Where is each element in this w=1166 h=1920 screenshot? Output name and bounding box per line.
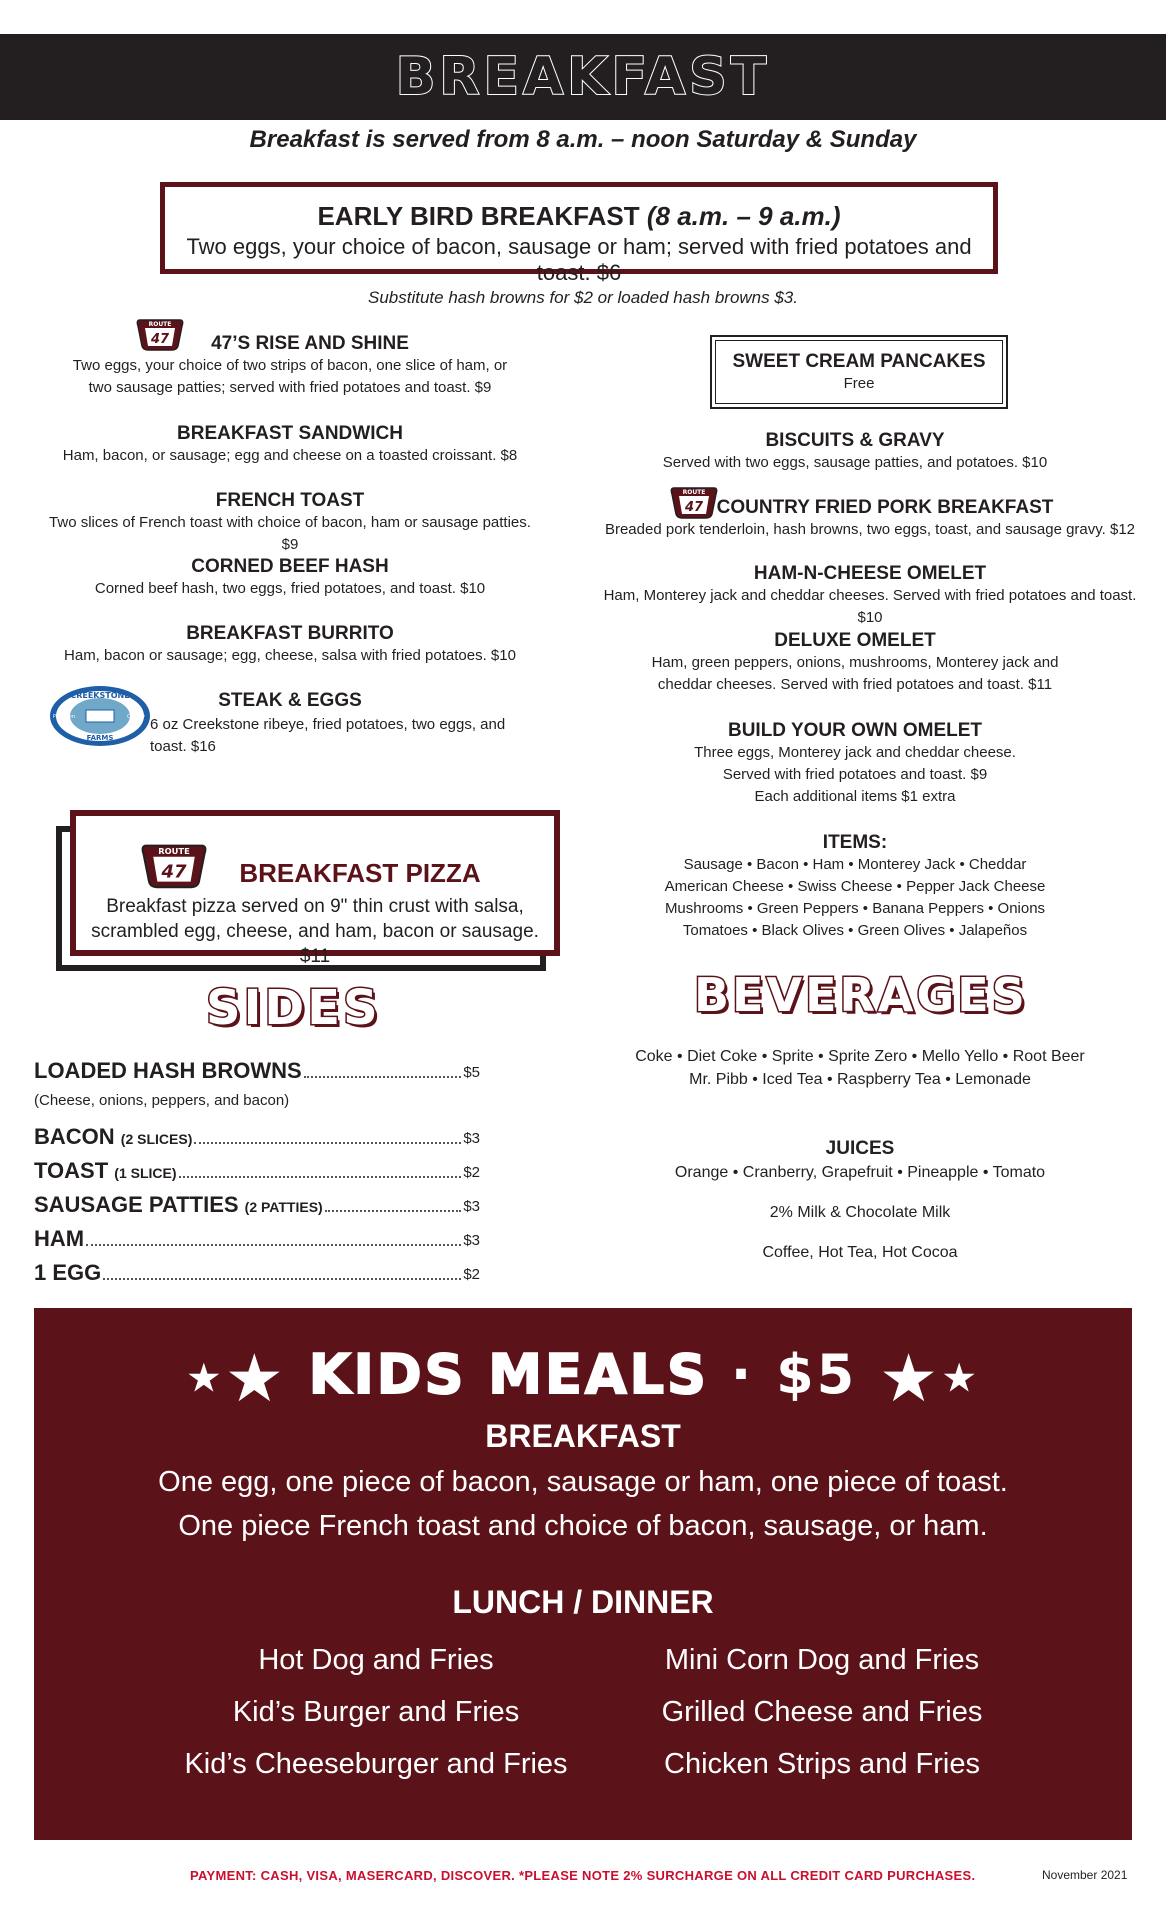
sides-row — [34, 1192, 480, 1218]
item-name: FRENCH TOAST — [215, 490, 365, 511]
beverages-title: BEVERAGES — [694, 968, 1028, 1022]
badge-number-text: 47 — [150, 332, 170, 347]
leader-dots — [304, 1076, 462, 1078]
logo-top-text: CREEKSTONE — [70, 691, 130, 700]
leader-dots — [86, 1244, 461, 1246]
early-bird-description: Two eggs, your choice of bacon, sausage or ham; served with fried potatoes and toast. $6 — [186, 234, 972, 285]
menu-item-rise-and-shine — [60, 333, 520, 399]
early-bird-box — [160, 182, 998, 285]
item-description: Ham, bacon or sausage; egg, cheese, salsa with fried potatoes. $10 — [64, 647, 516, 664]
item-description: Ham, Monterey jack and cheddar cheeses. Served with fried potatoes and toast. $10 — [603, 587, 1137, 626]
juices-title: JUICES — [825, 1138, 895, 1159]
sweet-cream-pancakes-box — [710, 335, 1008, 409]
kids-menu-item: Mini Corn Dog and Fries — [664, 1644, 980, 1676]
item-description: 6 oz Creekstone ribeye, fried potatoes, two eggs, and toast. $16 — [150, 716, 506, 755]
kids-menu-item: Hot Dog and Fries — [258, 1644, 494, 1676]
sides-row — [34, 1124, 480, 1150]
side-name — [34, 1192, 323, 1218]
leader-dots — [179, 1176, 462, 1178]
item-name: 47’S RISE AND SHINE — [211, 333, 409, 354]
menu-item-french-toast — [40, 490, 540, 556]
page-title: BREAKFAST — [395, 47, 771, 107]
kids-menu-item: Kid’s Cheeseburger and Fries — [184, 1748, 568, 1780]
menu-item-build-your-own-omelet — [600, 720, 1110, 808]
side-price: $3 — [463, 1130, 480, 1147]
side-qty: (2 SLICES) — [120, 1131, 193, 1147]
leader-dots — [103, 1278, 461, 1280]
juices-line: Orange • Cranberry, Grapefruit • Pineapple • Tomato — [674, 1164, 1046, 1181]
kids-menu-item: Chicken Strips and Fries — [664, 1748, 980, 1780]
side-price: $3 — [463, 1232, 480, 1249]
side-name-text: BACON — [34, 1124, 115, 1149]
menu-item-breakfast-sandwich — [40, 423, 540, 467]
leader-dots — [194, 1142, 461, 1144]
item-description: Corned beef hash, two eggs, fried potatoes, and toast. $10 — [94, 580, 486, 597]
serving-hours-note: Breakfast is served from 8 a.m. – noon Saturday & Sunday — [249, 126, 917, 153]
item-description: Ham, bacon, or sausage; egg and cheese on a toasted croissant. $8 — [62, 447, 518, 464]
sides-row — [34, 1226, 480, 1252]
menu-item-deluxe-omelet — [600, 630, 1110, 696]
menu-item-corned-beef-hash — [40, 556, 540, 600]
kids-breakfast-line: One egg, one piece of bacon, sausage or ham, one piece of toast. — [158, 1466, 1008, 1498]
menu-item-steak-and-eggs — [140, 690, 440, 712]
creekstone-farms-logo-icon — [48, 684, 152, 748]
side-qty: (1 SLICE) — [114, 1165, 177, 1181]
logo-right-text: Quality — [127, 714, 145, 720]
kids-meals-panel — [34, 1308, 1132, 1840]
items-list-line: American Cheese • Swiss Cheese • Pepper Jack Cheese — [664, 878, 1046, 895]
item-description: Served with fried potatoes and toast. $9 — [722, 766, 988, 783]
header-bar — [0, 34, 1166, 120]
side-name — [34, 1158, 177, 1184]
side-name-text: TOAST — [34, 1158, 109, 1183]
item-name: BREAKFAST SANDWICH — [177, 423, 403, 444]
badge-top-text: ROUTE — [158, 845, 190, 856]
early-bird-title — [165, 201, 993, 232]
items-list-line: Mushrooms • Green Peppers • Banana Peppers • Onions — [664, 900, 1046, 917]
item-name: DELUXE OMELET — [774, 630, 936, 651]
side-name — [34, 1124, 192, 1150]
menu-item-biscuits-gravy — [600, 430, 1110, 474]
side-price: $3 — [463, 1198, 480, 1215]
kids-menu-item: Grilled Cheese and Fries — [661, 1696, 983, 1728]
leader-dots — [325, 1210, 462, 1212]
logo-bottom-text: FARMS — [86, 734, 114, 742]
logo-left-text: Premium — [52, 714, 76, 720]
sides-row — [34, 1260, 480, 1286]
star-icon: ★ — [879, 1340, 942, 1417]
side-name: HAM — [34, 1226, 85, 1251]
item-name: HAM-N-CHEESE OMELET — [753, 563, 987, 584]
side-name: 1 EGG — [34, 1260, 102, 1285]
star-icon: ★ — [224, 1340, 287, 1417]
sides-row — [34, 1058, 480, 1084]
item-description: Breaded pork tenderloin, hash browns, two eggs, toast, and sausage gravy. $12 — [604, 521, 1136, 538]
item-name: BUILD YOUR OWN OMELET — [727, 720, 983, 741]
kids-breakfast-title: BREAKFAST — [485, 1418, 681, 1454]
milk-line: 2% Milk & Chocolate Milk — [769, 1204, 951, 1221]
pizza-desc-line: scrambled egg, cheese, and ham, bacon or sausage. $11 — [91, 921, 539, 967]
menu-item-ham-n-cheese-omelet — [590, 563, 1150, 629]
beverage-line: Mr. Pibb • Iced Tea • Raspberry Tea • Lemonade — [689, 1071, 1031, 1088]
pizza-desc-line: Breakfast pizza served on 9" thin crust with salsa, — [106, 896, 524, 917]
menu-date: November 2021 — [1042, 1868, 1128, 1882]
hot-drinks-line: Coffee, Hot Tea, Hot Cocoa — [762, 1244, 958, 1261]
item-name: STEAK & EGGS — [218, 690, 362, 711]
item-name: BREAKFAST BURRITO — [186, 623, 394, 644]
substitute-note: Substitute hash browns for $2 or loaded hash browns $3. — [368, 288, 798, 307]
kids-meals-title: KIDS MEALS — [308, 1343, 709, 1407]
item-description: Served with two eggs, sausage patties, and potatoes. $10 — [662, 454, 1048, 471]
item-description: Two eggs, your choice of two strips of bacon, one slice of ham, or — [72, 357, 508, 374]
item-name: SWEET CREAM PANCAKES — [732, 351, 986, 372]
item-description: Ham, green peppers, onions, mushrooms, Monterey jack and — [651, 654, 1059, 671]
sides-title: SIDES — [206, 980, 381, 1036]
star-icon: ★ — [185, 1355, 225, 1402]
steak-description-wrap — [150, 714, 540, 758]
sides-row — [34, 1158, 480, 1184]
item-description: Each additional items $1 extra — [754, 788, 956, 805]
item-name: CORNED BEEF HASH — [191, 556, 389, 577]
items-list-title: ITEMS: — [822, 832, 888, 853]
menu-item-breakfast-burrito — [40, 623, 540, 667]
item-name: BISCUITS & GRAVY — [765, 430, 945, 451]
early-bird-name: EARLY BIRD BREAKFAST — [317, 201, 640, 231]
payment-note: PAYMENT: CASH, VISA, MASERCARD, DISCOVER. *PLEASE NOTE 2% SURCHARGE ON ALL CREDIT CARD PURCHASES. — [190, 1868, 976, 1883]
side-price: $2 — [463, 1266, 480, 1283]
item-description: two sausage patties; served with fried potatoes and toast. $9 — [88, 379, 492, 396]
badge-top-text: ROUTE — [682, 489, 706, 496]
pizza-description — [76, 894, 554, 969]
item-description: Two slices of French toast with choice of bacon, ham or sausage patties. $9 — [49, 514, 531, 553]
kids-lunch-dinner-title: LUNCH / DINNER — [452, 1584, 714, 1620]
items-list-line: Tomatoes • Black Olives • Green Olives • Jalapeños — [682, 922, 1028, 939]
early-bird-time: (8 a.m. – 9 a.m.) — [646, 201, 841, 231]
side-price: $2 — [463, 1164, 480, 1181]
kids-meals-price: · $5 — [730, 1343, 858, 1407]
omelet-items-list — [600, 832, 1110, 942]
item-description: cheddar cheeses. Served with fried potatoes and toast. $11 — [657, 676, 1053, 693]
kids-breakfast-line: One piece French toast and choice of bacon, sausage, or ham. — [178, 1510, 988, 1542]
item-description: Free — [843, 375, 875, 392]
side-name: LOADED HASH BROWNS — [34, 1058, 302, 1083]
item-description: Three eggs, Monterey jack and cheddar cheese. — [694, 744, 1016, 761]
breakfast-pizza-box — [70, 810, 560, 967]
badge-number-text: 47 — [684, 500, 704, 515]
items-list-line: Sausage • Bacon • Ham • Monterey Jack • Cheddar — [683, 856, 1027, 873]
star-icon: ★ — [941, 1355, 981, 1402]
kids-menu-item: Kid’s Burger and Fries — [232, 1696, 520, 1728]
item-name: COUNTRY FRIED PORK BREAKFAST — [716, 497, 1054, 518]
side-qty: (2 PATTIES) — [244, 1199, 323, 1215]
badge-top-text: ROUTE — [148, 321, 172, 328]
sides-note: (Cheese, onions, peppers, and bacon) — [34, 1092, 290, 1109]
side-name-text: SAUSAGE PATTIES — [34, 1192, 239, 1217]
pizza-name: BREAKFAST PIZZA — [239, 858, 481, 888]
side-price: $5 — [463, 1064, 480, 1081]
badge-number-text: 47 — [161, 861, 187, 883]
beverage-line: Coke • Diet Coke • Sprite • Sprite Zero • Mello Yello • Root Beer — [635, 1048, 1085, 1065]
kids-meals-heading — [34, 1340, 1132, 1417]
menu-item-country-fried-pork — [600, 497, 1140, 541]
